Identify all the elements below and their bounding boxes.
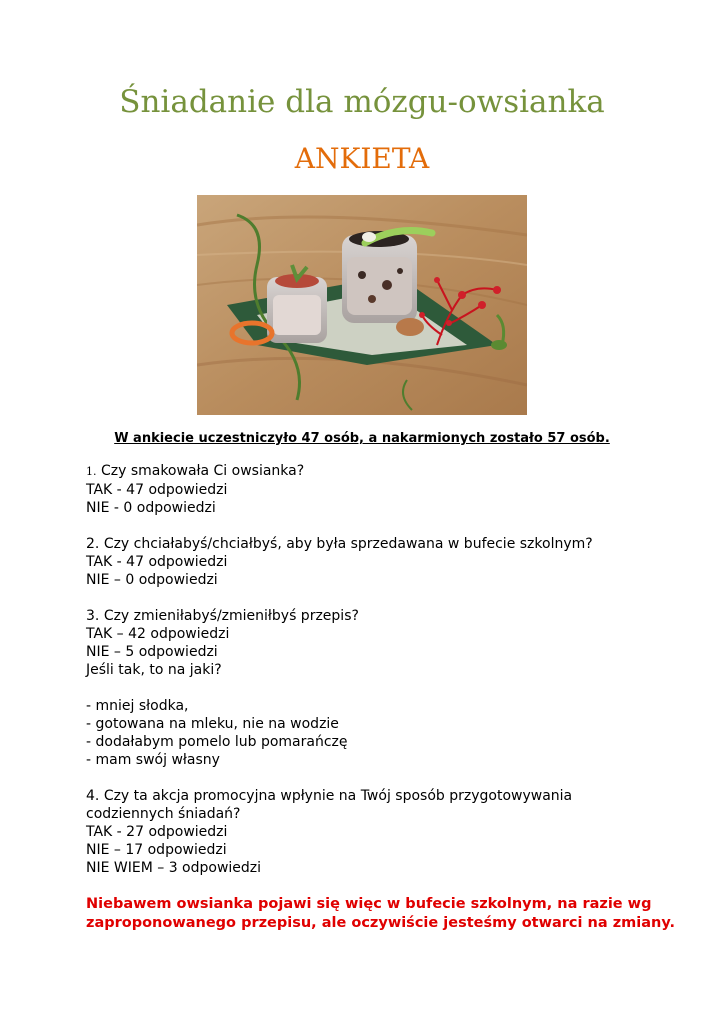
answer-no: NIE – 5 odpowiedzi: [86, 644, 218, 660]
question-4-text: Czy ta akcja promocyjna wpłynie na Twój sposób przygotowywania: [103, 788, 573, 804]
question-3: [86, 607, 676, 679]
question-2: [86, 535, 676, 589]
question-3-text: Czy zmieniłabyś/zmieniłbyś przepis?: [103, 608, 359, 624]
answer-dont-know: NIE WIEM – 3 odpowiedzi: [86, 860, 262, 876]
question-2-number: 2.: [86, 536, 100, 552]
question-3-followup: Jeśli tak, to na jaki?: [86, 662, 222, 678]
suggestion-item: - mam swój własny: [86, 752, 220, 768]
answer-yes: TAK - 47 odpowiedzi: [86, 482, 228, 498]
oatmeal-dessert-photo: [197, 195, 527, 415]
suggestions-list: [86, 697, 676, 769]
suggestion-item: - gotowana na mleku, nie na wodzie: [86, 716, 339, 732]
answer-no: NIE – 0 odpowiedzi: [86, 572, 218, 588]
question-3-title: [86, 607, 676, 625]
question-4-number: 4.: [86, 788, 100, 804]
suggestion-item: - mniej słodka,: [86, 698, 189, 714]
answer-no: NIE - 0 odpowiedzi: [86, 500, 216, 516]
page-title: Śniadanie dla mózgu-owsianka: [119, 84, 605, 120]
suggestion-item: - dodałabym pomelo lub pomarańczę: [86, 734, 348, 750]
question-1-title: [86, 462, 676, 481]
answer-yes: TAK - 47 odpowiedzi: [86, 554, 228, 570]
page-subtitle: ANKIETA: [294, 142, 430, 175]
answer-yes: TAK - 27 odpowiedzi: [86, 824, 228, 840]
question-4: [86, 787, 676, 877]
question-3-number: 3.: [86, 608, 100, 624]
question-2-title: [86, 535, 676, 553]
question-1: [86, 462, 676, 517]
closing-statement: Niebawem owsianka pojawi się więc w bufecie szkolnym, na razie wg zaproponowanego przepisu, ale oczywiście jesteśmy otwarci na zmiany.: [86, 896, 675, 931]
question-1-number: 1.: [86, 465, 97, 478]
question-2-text: Czy chciałabyś/chciałbyś, aby była sprzedawana w bufecie szkolnym?: [103, 536, 593, 552]
question-4-text-continued: codziennych śniadań?: [86, 806, 241, 822]
question-1-text: Czy smakowała Ci owsianka?: [100, 463, 305, 479]
answer-yes: TAK – 42 odpowiedzi: [86, 626, 230, 642]
answer-no: NIE – 17 odpowiedzi: [86, 842, 227, 858]
question-4-title: [86, 787, 676, 805]
survey-content: [86, 462, 676, 933]
survey-summary: W ankiecie uczestniczyło 47 osób, a nakarmionych zostało 57 osób.: [114, 431, 610, 446]
